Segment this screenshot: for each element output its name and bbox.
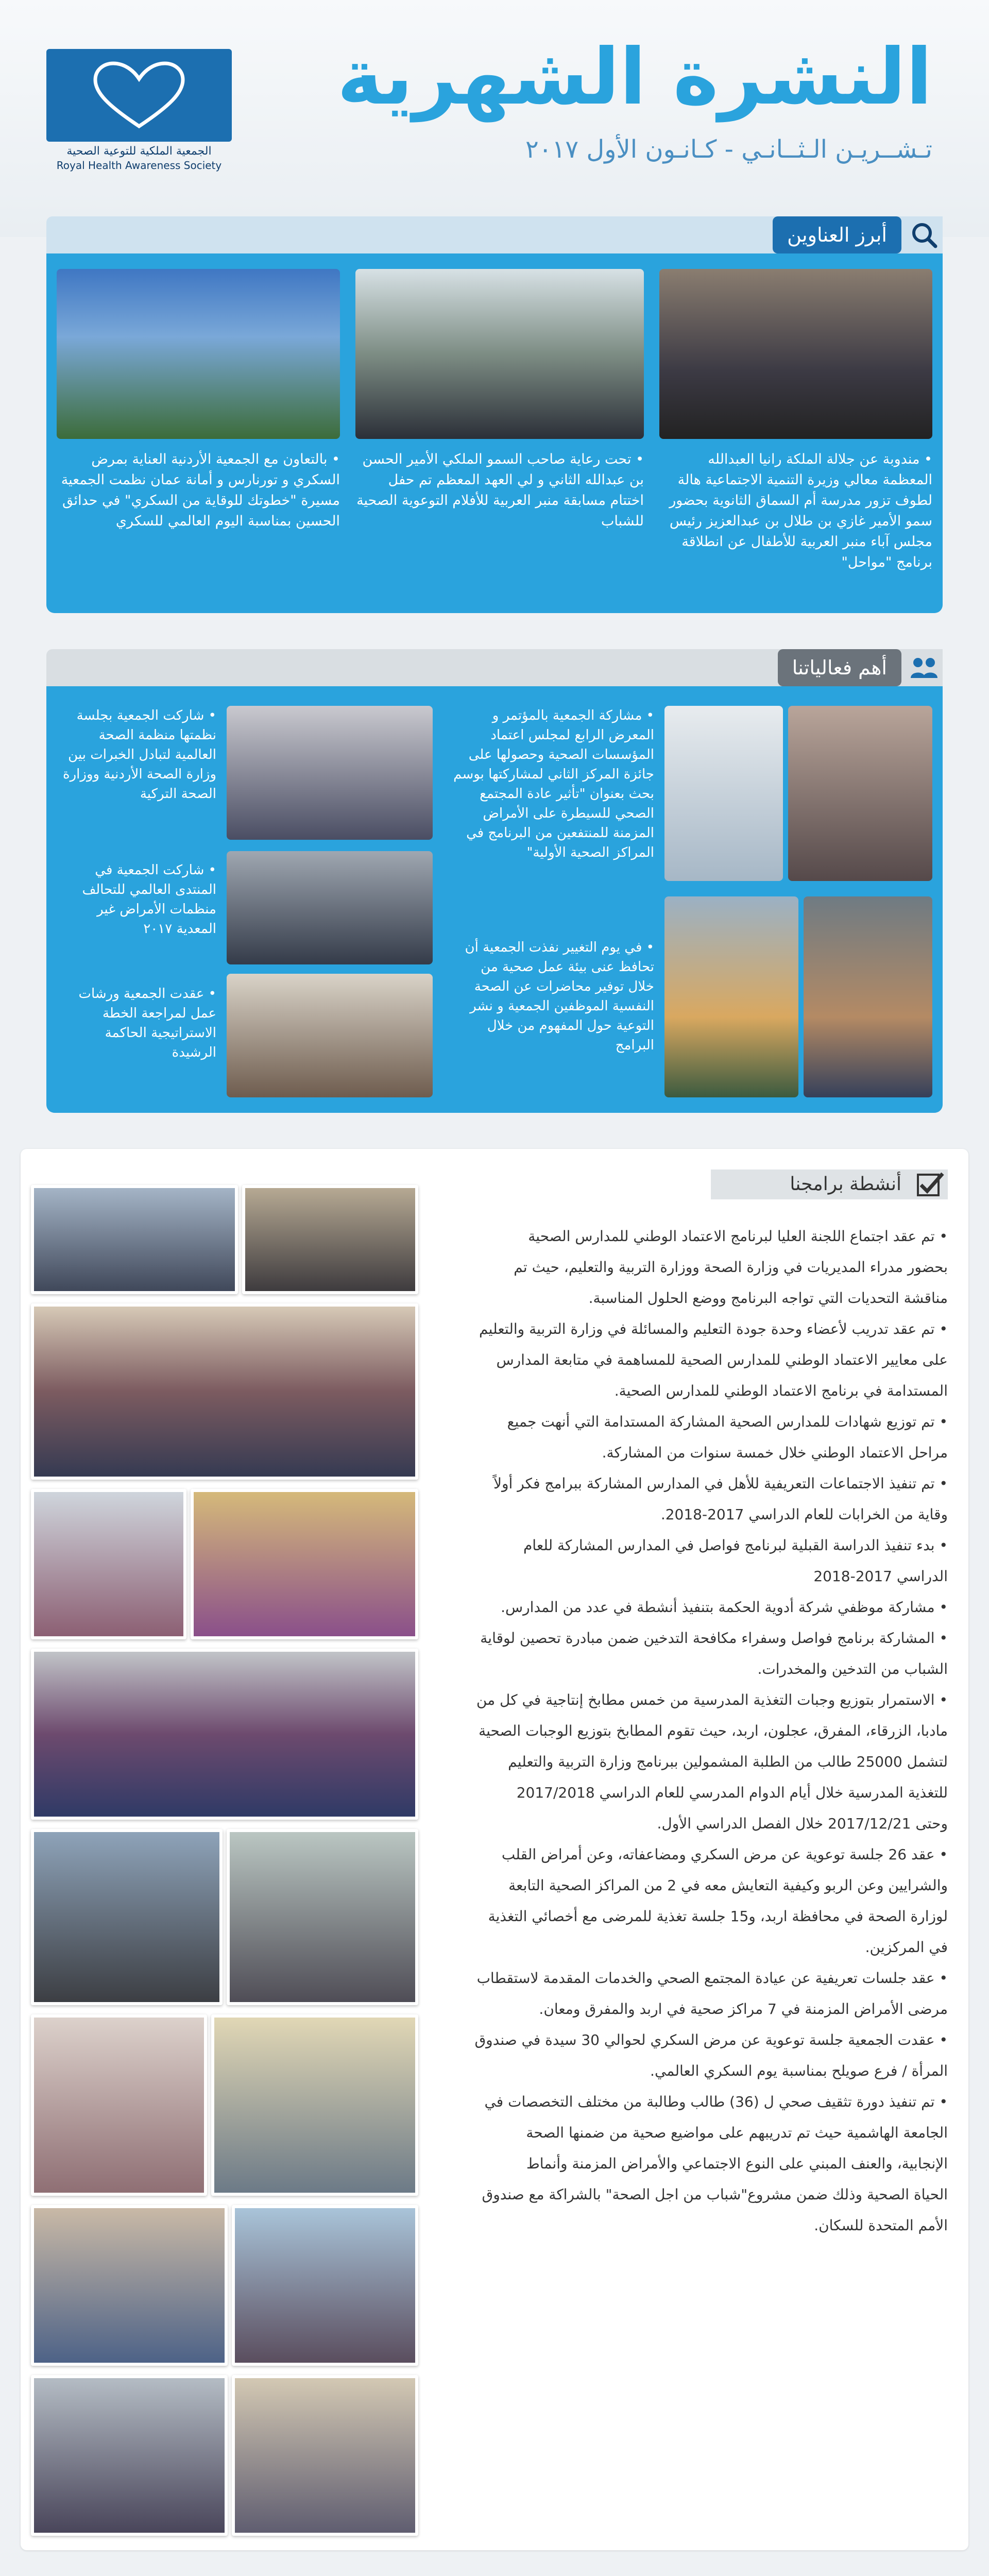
activity-line: • عقد جلسات تعريفية عن عيادة المجتمع الصحي والخدمات المقدمة لاستقطاب xyxy=(476,1970,948,1987)
activity-line: • تم عقد تدريب لأعضاء وحدة جودة التعليم والمسائلة في وزارة التربية والتعليم xyxy=(479,1320,948,1337)
activity-line: مرضى الأمراض المزمنة في 7 مراكز صحية في اربد والمفرق ومعان. xyxy=(539,2001,948,2018)
header xyxy=(0,0,989,237)
activity-photo-2 xyxy=(242,1185,418,1294)
activity-line: • مشاركة موظفي شركة أدوية الحكمة بتنفيذ أنشطة في عدد من المدارس. xyxy=(501,1599,948,1616)
logo-name-en: Royal Health Awareness Society xyxy=(56,159,222,172)
activities-tag-label: أنشطة برامجنا xyxy=(790,1174,901,1195)
headline-photo-2 xyxy=(355,269,644,439)
activity-line: مادبا، الزرقاء، المفرق، عجلون، اربد، حيث تقوم المطابخ بتوزيع الوجبات الصحية xyxy=(479,1722,948,1739)
heart-icon xyxy=(46,49,232,142)
achievement-text-3: • شاركت الجمعية بجلسة نظمتها منظمة الصحة العالمية لتبادل الخبرات بين وزارة الصحة الأردنية ووزارة الصحة التركية xyxy=(63,708,216,802)
logo xyxy=(46,49,232,170)
activity-line: • تم تنفيذ الاجتماعات التعريفية للأهل في المدارس المشاركة ببرامج فكر أولاً xyxy=(493,1475,948,1492)
achievement-photo-staff-1 xyxy=(664,896,798,1097)
activity-photo-5 xyxy=(191,1489,418,1639)
activity-line: • المشاركة برنامج فواصل وسفراء مكافحة التدخين ضمن مبادرة تحصين لوقاية xyxy=(480,1630,948,1647)
activity-line: للتغذية المدرسية خلال أيام الدوام المدرسي للعام الدراسي 2017/2018 xyxy=(516,1784,948,1801)
activity-line: الشباب من التدخين والمخدرات. xyxy=(757,1660,948,1677)
activity-photo-8 xyxy=(227,1829,418,2005)
achievement-text-2: • في يوم التغيير نفذت الجمعية أن تحافظ عنى بيئة عمل صحية من خلال توفير محاضرات عن الصحة النفسية الموظفين الجمعية و نشر التوعية حول المفهوم من خلال البرامج xyxy=(465,940,654,1053)
activity-photo-4 xyxy=(31,1489,186,1639)
activity-line: • تم تنفيذ دورة تثقيف صحي ل (36) طالب وطالبة من مختلف التخصصات في xyxy=(484,2093,948,2110)
achievement-text-5: • عقدت الجمعية ورشات عمل لمراجعة الخطة الاستراتيجية الحاكمة الرشيدة xyxy=(78,986,216,1060)
activity-photo-7 xyxy=(31,1829,223,2005)
activity-line: الدراسي 2017-2018 xyxy=(813,1568,948,1585)
activity-line: المستدامة في برنامج الاعتماد الوطني للمدارس الصحية. xyxy=(614,1382,948,1399)
logo-name-ar: الجمعية الملكية للتوعية الصحية xyxy=(66,145,212,158)
activity-line: • عقد 26 جلسة توعوية عن مرض السكري ومضاعفاته، وعن أمراض القلب xyxy=(501,1846,948,1863)
headline-photo-1 xyxy=(659,269,932,439)
achievements-tag-label: أهم فعالياتنا xyxy=(778,649,901,686)
activity-photo-3 xyxy=(31,1303,418,1480)
activity-photo-10 xyxy=(211,2014,418,2196)
activities-text xyxy=(433,1221,948,2241)
achievement-photo-forum xyxy=(227,851,433,964)
activity-photo-14 xyxy=(232,2375,418,2536)
activity-line: • تم توزيع شهادات للمدارس الصحية المشاركة المستدامة التي أنهت جميع xyxy=(507,1413,948,1430)
activity-photo-12 xyxy=(232,2205,418,2366)
headline-photo-3 xyxy=(57,269,340,439)
activity-line: وقاية من الخرابات للعام الدراسي 2017-2018. xyxy=(660,1506,948,1523)
people-icon xyxy=(906,649,943,686)
page-title: النشرة الشهرية xyxy=(337,32,932,122)
headline-text-2: • تحت رعاية صاحب السمو الملكي الأمير الحسن بن عبدالله الثاني و لي العهد المعظم تم حفل اختتام مسابقة منبر العربية للأفلام التوعوية الصحية للشباب xyxy=(356,451,644,529)
activity-line: الحياة الصحية وذلك ضمن مشروع"شباب من اجل الصحة" بالشراكة مع صندوق xyxy=(482,2186,948,2203)
activity-line: المرأة / فرع صويلح بمناسبة يوم السكري العالمي. xyxy=(650,2062,948,2079)
checkmark-icon xyxy=(911,1170,948,1199)
activity-photo-9 xyxy=(31,2014,207,2196)
activities-tag xyxy=(711,1170,948,1199)
achievement-photo-award xyxy=(788,706,932,881)
activity-line: والشرايين وعن الربو وكيفية التعايش معه في 2 من المراكز الصحية التابعة xyxy=(508,1877,948,1894)
activity-line: مراحل الاعتماد الوطني خلال خمسة سنوات من المشاركة. xyxy=(602,1444,948,1461)
achievement-photo-workshop xyxy=(227,974,433,1097)
activities-section xyxy=(21,1149,968,2550)
achievement-photo-staff-2 xyxy=(804,896,932,1097)
activity-line: بحضور مدراء المديريات في وزارة الصحة ووزارة التربية والتعليم، حيث تم xyxy=(514,1259,948,1276)
activity-line: مناقشة التحديات التي تواجه البرنامج ووضع الحلول المناسبة. xyxy=(588,1290,948,1307)
search-icon xyxy=(906,216,943,253)
achievement-photo-poster xyxy=(664,706,783,881)
activity-line: • تم عقد اجتماع اللجنة العليا لبرنامج الاعتماد الوطني للمدارس الصحية xyxy=(528,1228,948,1245)
activity-photo-1 xyxy=(31,1185,238,1294)
logo-heart-icon xyxy=(46,49,232,142)
headlines-tag-label: أبرز العناوين xyxy=(773,216,901,253)
activity-line: وحتى 2017/12/21 خلال الفصل الدراسي الأول. xyxy=(657,1815,948,1832)
achievement-text-4: • شاركت الجمعية في المنتدى العالمي للتحالف منظمات الأمراض غير المعدية ٢٠١٧ xyxy=(82,862,216,937)
headline-text-3: • بالتعاون مع الجمعية الأردنية العناية بمرض السكري و تورنارس و أمانة عمان نظمت الجمعية مسيرة "خطوتك للوقاية من السكري" في حدائق الحسين بمناسبة اليوم العالمي للسكري xyxy=(61,451,340,529)
activity-line: لتشمل 25000 طالب من الطلبة المشمولين ببرنامج وزارة التربية والتعليم xyxy=(508,1753,948,1770)
activity-photo-6 xyxy=(31,1649,418,1820)
page-subtitle: تـشــريـن الـثــانـي - كـانـون الأول ٢٠١٧ xyxy=(525,135,932,164)
activity-line: في المركزين. xyxy=(865,1939,948,1956)
activity-line: على معايير الاعتماد الوطني للمدارس الصحية للمساهمة في متابعة المدارس xyxy=(496,1351,948,1368)
achievement-text-1: • مشاركة الجمعية بالمؤتمر و المعرض الرابع لمجلس اعتماد المؤسسات الصحية وحصولها على جائزة المركز الثاني لمشاركتها بوسم بحث بعنوان "تأثير عادة المجتمع الصحي للسيطرة على الأمراض المزمنة للمنتفعين من البرنامج في المراكز الصحية الأولية" xyxy=(453,708,654,860)
activity-line: • عقدت الجمعية جلسة توعوية عن مرض السكري لحوالي 30 سيدة في صندوق xyxy=(474,2031,948,2048)
activity-line: الأمم المتحدة للسكان. xyxy=(814,2217,948,2234)
achievements-section xyxy=(46,649,943,1113)
activity-line: لوزارة الصحة في محافظة اربد، و15 جلسة تغذية للمرضى مع أخصائي التغذية xyxy=(488,1908,948,1925)
activity-line: الجامعة الهاشمية حيث تم تدريبهم على مواضيع صحية من ضمنها الصحة xyxy=(526,2124,948,2141)
headline-text-1: • مندوبة عن جلالة الملكة رانيا العبدالله المعظمة معالي وزيرة التنمية الاجتماعية هالة لطوف تزور مدرسة أم السماق الثانوية بحضور سمو الأمير غازي بن طلال بن عبدالعزيز رئيس مجلس آباء منبر العربية للأطفال عن انطلاقة برنامج "مواحل" xyxy=(669,451,932,570)
achievement-photo-who xyxy=(227,706,433,840)
activity-line: • بدء تنفيذ الدراسة القبلية لبرنامج فواصل في المدارس المشاركة للعام xyxy=(523,1537,948,1554)
activity-line: • الاستمرار بتوزيع وجبات التغذية المدرسية من خمس مطابخ إنتاجية في كل من xyxy=(476,1691,948,1708)
activity-photo-11 xyxy=(31,2205,228,2366)
activity-line: الإنجابية، والعنف المبني على النوع الاجتماعي والأمراض المزمنة وأنماط xyxy=(526,2155,948,2172)
activity-photo-13 xyxy=(31,2375,228,2536)
headlines-section xyxy=(46,216,943,613)
